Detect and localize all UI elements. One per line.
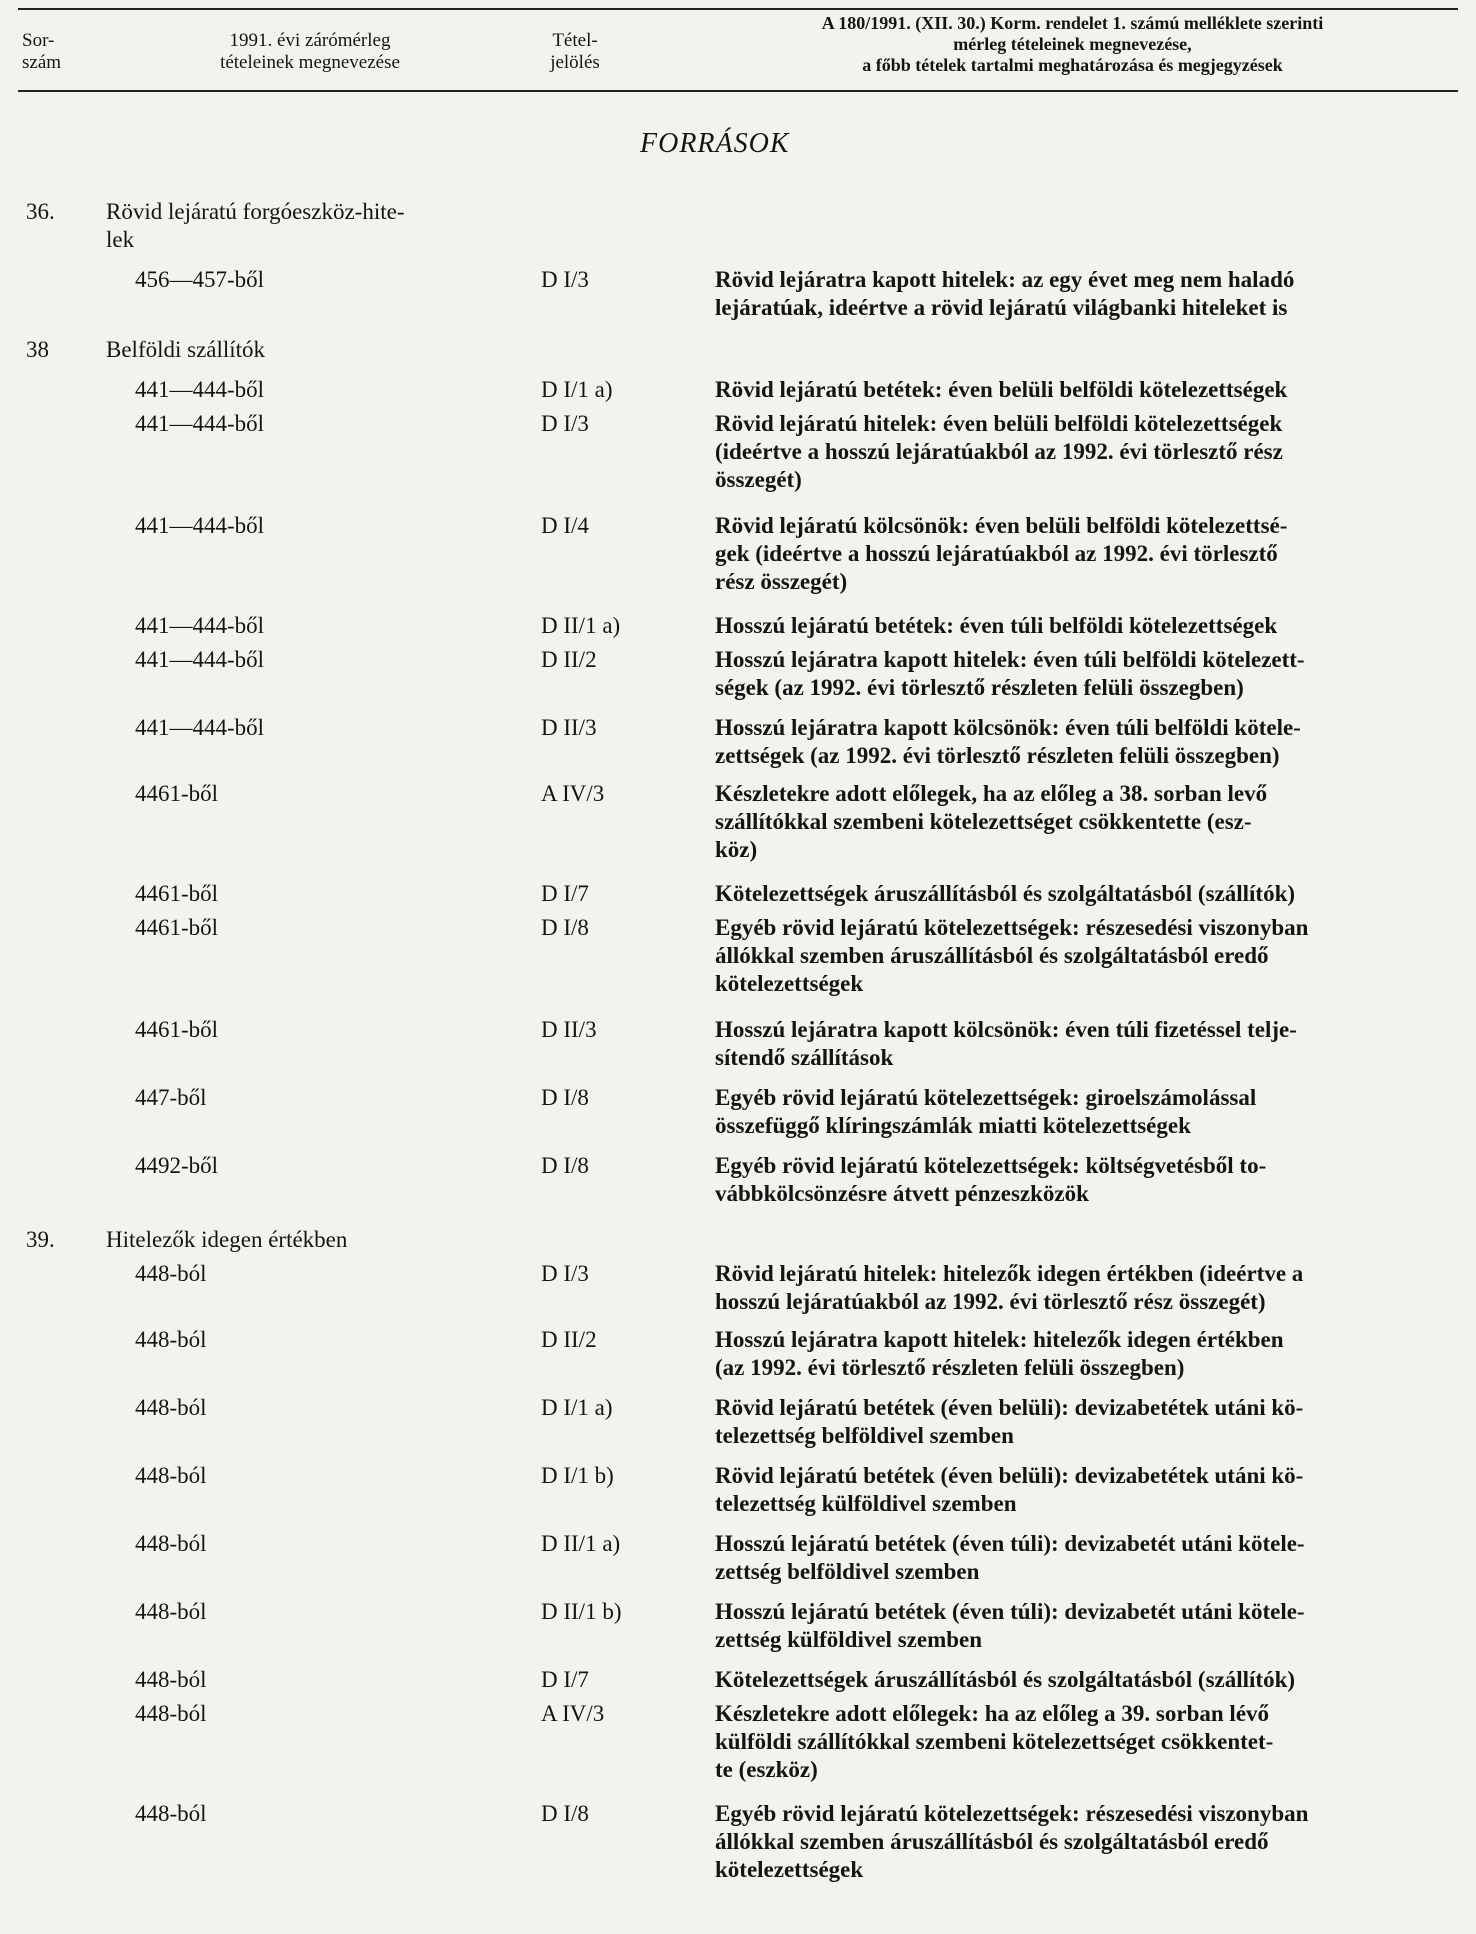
item-description: Rövid lejáratra kapott hitelek: az egy évet meg nem haladó lejáratúak, ideértve a rövid lejáratú világbanki hiteleket is	[715, 267, 1295, 320]
account-range: 447-ből	[135, 1085, 207, 1110]
account-range: 4492-ből	[135, 1153, 219, 1178]
row-title: Rövid lejáratú forgóeszköz-hite- lek	[106, 199, 405, 252]
account-range: 456—457-ből	[135, 267, 265, 292]
item-code: D I/8	[541, 1153, 589, 1178]
item-description: Egyéb rövid lejáratú kötelezettségek: részesedési viszonyban állókkal szemben áruszállításból és szolgáltatásból eredő kötelezettségek	[715, 915, 1309, 996]
account-range: 448-ból	[135, 1667, 207, 1692]
item-description: Egyéb rövid lejáratú kötelezettségek: részesedési viszonyban állókkal szemben áruszállításból és szolgáltatásból eredő kötelezettségek	[715, 1801, 1309, 1882]
item-description: Készletekre adott előlegek: ha az előleg a 39. sorban lévő külföldi szállítókkal szembeni kötelezettséget csökkentet- te (eszköz)	[715, 1701, 1274, 1782]
account-range: 448-ból	[135, 1327, 207, 1352]
item-description: Hosszú lejáratú betétek (éven túli): devizabetét utáni kötele- zettség belföldivel szemben	[715, 1531, 1305, 1584]
item-code: D II/1 b)	[541, 1599, 622, 1624]
item-code: D I/8	[541, 1801, 589, 1826]
header-col-description: A 180/1991. (XII. 30.) Korm. rendelet 1. számú melléklete szerinti mérleg tételeinek megnevezése, a főbb tételek tartalmi meghatározása és megjegyzések	[821, 13, 1324, 75]
item-description: Hosszú lejáratra kapott hitelek: éven túli belföldi kötelezett- ségek (az 1992. évi törlesztő részleten felüli összegben)	[715, 647, 1305, 700]
account-range: 4461-ből	[135, 881, 219, 906]
account-range: 441—444-ből	[135, 377, 265, 402]
item-description: Rövid lejáratú betétek: éven belüli belföldi kötelezettségek	[715, 377, 1288, 402]
account-range: 441—444-ből	[135, 513, 265, 538]
item-code: D II/2	[541, 1327, 597, 1352]
account-range: 441—444-ből	[135, 647, 265, 672]
item-code: D II/2	[541, 647, 597, 672]
item-description: Hosszú lejáratra kapott kölcsönök: éven túli belföldi kötele- zettségek (az 1992. évi törlesztő részleten felüli összegben)	[715, 715, 1301, 768]
header-col-number: Sor- szám	[22, 30, 62, 73]
row-number: 36.	[26, 199, 55, 224]
account-range: 448-ból	[135, 1261, 207, 1286]
header-top-rule	[18, 8, 1458, 10]
account-range: 448-ból	[135, 1395, 207, 1420]
account-range: 448-ból	[135, 1599, 207, 1624]
item-code: D I/7	[541, 1667, 589, 1692]
account-range: 448-ból	[135, 1701, 207, 1726]
item-description: Egyéb rövid lejáratú kötelezettségek: költségvetésből to- vábbkölcsönzésre átvett pénzeszközök	[715, 1153, 1267, 1206]
item-code: D II/3	[541, 715, 597, 740]
item-description: Rövid lejáratú betétek (éven belüli): devizabetétek utáni kö- telezettség külföldivel szemben	[715, 1463, 1304, 1516]
account-range: 441—444-ből	[135, 715, 265, 740]
account-range: 448-ból	[135, 1801, 207, 1826]
section-title: FORRÁSOK	[640, 128, 790, 159]
account-range: 448-ból	[135, 1463, 207, 1488]
item-description: Készletekre adott előlegek, ha az előleg a 38. sorban levő szállítókkal szembeni kötelezettséget csökkentette (esz- köz)	[715, 781, 1268, 862]
item-description: Hosszú lejáratú betétek (éven túli): devizabetét utáni kötele- zettség külföldivel szemben	[715, 1599, 1305, 1652]
item-description: Hosszú lejáratú betétek: éven túli belföldi kötelezettségek	[715, 613, 1278, 638]
header-col-code: Tétel- jelölés	[550, 30, 600, 73]
item-code: D I/1 a)	[541, 1395, 613, 1420]
account-range: 441—444-ből	[135, 613, 265, 638]
item-code: D I/4	[541, 513, 589, 538]
item-description: Hosszú lejáratra kapott hitelek: hitelezők idegen értékben (az 1992. évi törlesztő részleten felüli összegben)	[715, 1327, 1284, 1380]
header-col-1991-item: 1991. évi zárómérleg tételeinek megnevezése	[220, 30, 400, 73]
item-code: A IV/3	[541, 781, 605, 806]
item-description: Rövid lejáratú hitelek: hitelezők idegen értékben (ideértve a hosszú lejáratúakból az 1992. évi törlesztő rész összegét)	[715, 1261, 1304, 1314]
item-description: Rövid lejáratú betétek (éven belüli): devizabetétek utáni kö- telezettség belföldivel szemben	[715, 1395, 1304, 1448]
row-number: 39.	[26, 1227, 55, 1252]
item-code: D I/3	[541, 267, 589, 292]
item-code: A IV/3	[541, 1701, 605, 1726]
item-code: D I/1 b)	[541, 1463, 614, 1488]
item-code: D I/8	[541, 915, 589, 940]
item-description: Rövid lejáratú kölcsönök: éven belüli belföldi kötelezettsé- gek (ideértve a hosszú lejáratúakból az 1992. évi törlesztő rész összegét)	[715, 513, 1288, 594]
account-range: 448-ból	[135, 1531, 207, 1556]
header-bottom-rule	[18, 90, 1458, 92]
item-code: D I/3	[541, 411, 589, 436]
account-range: 4461-ből	[135, 781, 219, 806]
account-range: 441—444-ből	[135, 411, 265, 436]
account-range: 4461-ből	[135, 1017, 219, 1042]
row-title: Belföldi szállítók	[106, 337, 266, 362]
item-code: D II/1 a)	[541, 1531, 621, 1556]
item-code: D I/7	[541, 881, 589, 906]
item-code: D I/1 a)	[541, 377, 613, 402]
item-code: D II/3	[541, 1017, 597, 1042]
item-code: D I/3	[541, 1261, 589, 1286]
item-description: Kötelezettségek áruszállításból és szolgáltatásból (szállítók)	[715, 1667, 1296, 1692]
item-description: Hosszú lejáratra kapott kölcsönök: éven túli fizetéssel telje- sítendő szállítások	[715, 1017, 1297, 1070]
item-description: Kötelezettségek áruszállításból és szolgáltatásból (szállítók)	[715, 881, 1296, 906]
row-title: Hitelezők idegen értékben	[106, 1227, 348, 1252]
row-number: 38	[26, 337, 49, 362]
item-code: D I/8	[541, 1085, 589, 1110]
item-description: Egyéb rövid lejáratú kötelezettségek: giroelszámolással összefüggő klíringszámlák miatti kötelezettségek	[715, 1085, 1257, 1138]
item-description: Rövid lejáratú hitelek: éven belüli belföldi kötelezettségek (ideértve a hosszú lejáratúakból az 1992. évi törlesztő rész összegét)	[715, 411, 1283, 492]
account-range: 4461-ből	[135, 915, 219, 940]
item-code: D II/1 a)	[541, 613, 621, 638]
